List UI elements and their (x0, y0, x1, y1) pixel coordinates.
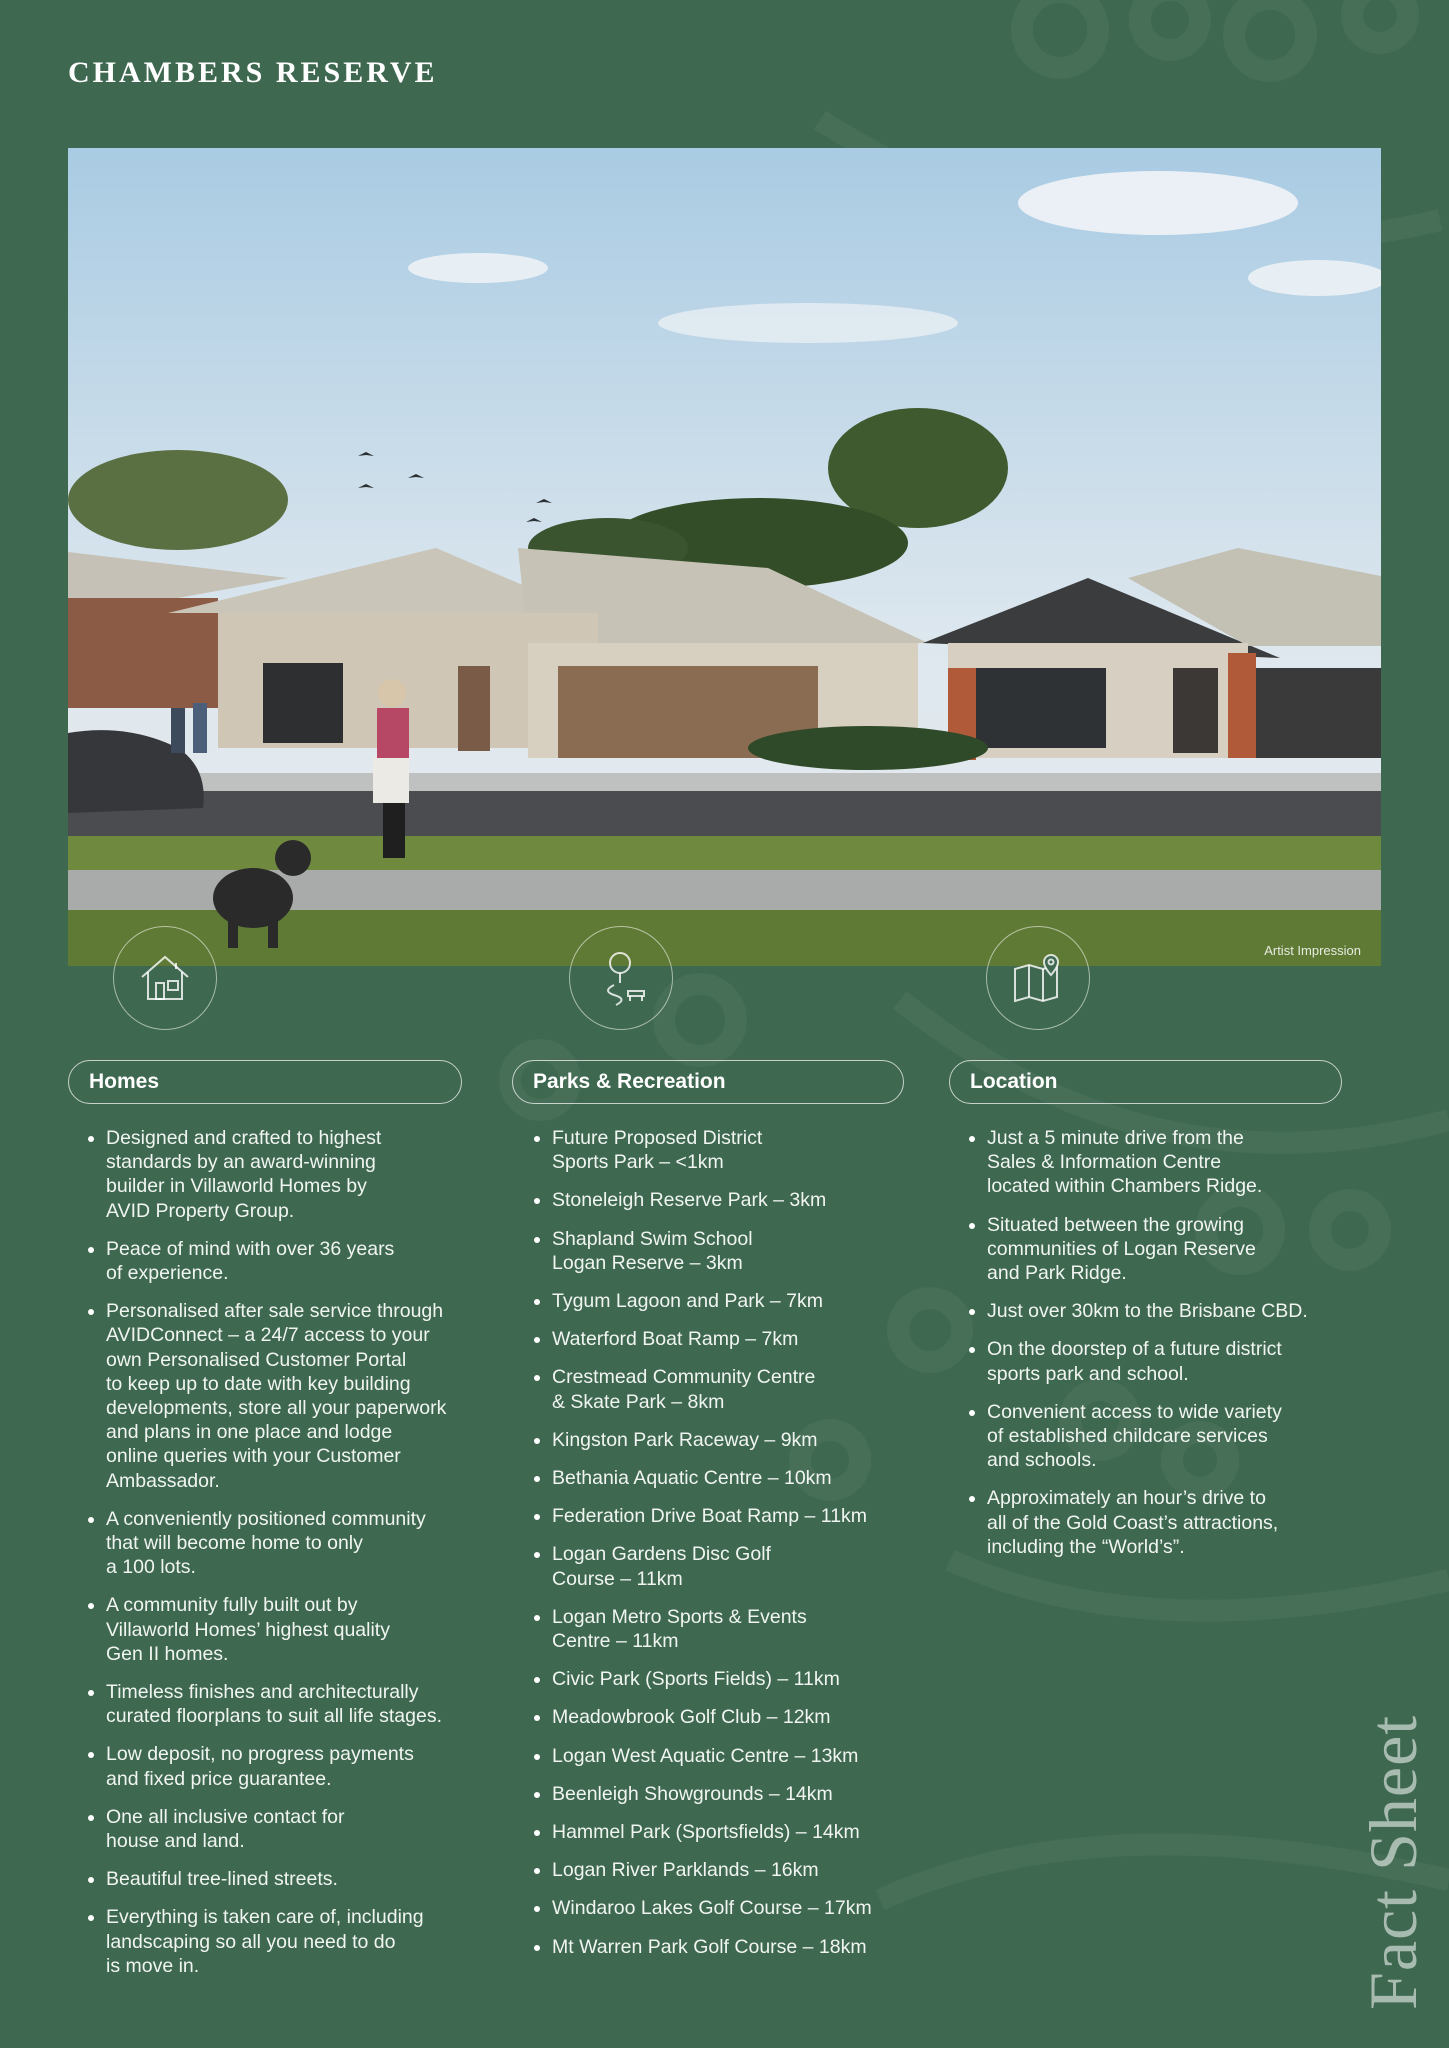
homes-list (68, 1126, 462, 1978)
location-list (949, 1126, 1342, 1559)
homes-heading: Homes (68, 1060, 462, 1104)
list-item: Logan Metro Sports & Events Centre – 11km (534, 1605, 904, 1653)
hero-illustration (68, 148, 1381, 966)
parks-heading: Parks & Recreation (512, 1060, 904, 1104)
parks-column (512, 1060, 904, 1973)
hero-caption: Artist Impression (1264, 943, 1361, 958)
list-item: Meadowbrook Golf Club – 12km (534, 1705, 904, 1729)
list-item: Kingston Park Raceway – 9km (534, 1428, 904, 1452)
parks-list (512, 1126, 904, 1959)
list-item: Convenient access to wide variety of established childcare services and schools. (969, 1400, 1342, 1473)
list-item: Crestmead Community Centre & Skate Park – 8km (534, 1365, 904, 1413)
list-item: Tygum Lagoon and Park – 7km (534, 1289, 904, 1313)
list-item: A community fully built out by Villaworld Homes’ highest quality Gen II homes. (88, 1593, 462, 1666)
tree-path-icon (569, 926, 673, 1030)
list-item: Federation Drive Boat Ramp – 11km (534, 1504, 904, 1528)
house-icon (113, 926, 217, 1030)
list-item: Everything is taken care of, including landscaping so all you need to do is move in. (88, 1905, 462, 1978)
list-item: Civic Park (Sports Fields) – 11km (534, 1667, 904, 1691)
list-item: Just a 5 minute drive from the Sales & Information Centre located within Chambers Ridge. (969, 1126, 1342, 1199)
homes-column (68, 1060, 462, 1992)
list-item: Designed and crafted to highest standards by an award-winning builder in Villaworld Homes by AVID Property Group. (88, 1126, 462, 1223)
list-item: Beenleigh Showgrounds – 14km (534, 1782, 904, 1806)
map-pin-icon (986, 926, 1090, 1030)
list-item: Logan River Parklands – 16km (534, 1858, 904, 1882)
list-item: Approximately an hour’s drive to all of the Gold Coast’s attractions, including the “World’s”. (969, 1486, 1342, 1559)
list-item: Just over 30km to the Brisbane CBD. (969, 1299, 1342, 1323)
list-item: A conveniently positioned community that will become home to only a 100 lots. (88, 1507, 462, 1580)
list-item: Situated between the growing communities of Logan Reserve and Park Ridge. (969, 1213, 1342, 1286)
list-item: Low deposit, no progress payments and fixed price guarantee. (88, 1742, 462, 1790)
list-item: Bethania Aquatic Centre – 10km (534, 1466, 904, 1490)
list-item: Future Proposed District Sports Park – <1km (534, 1126, 904, 1174)
list-item: Timeless finishes and architecturally curated floorplans to suit all life stages. (88, 1680, 462, 1728)
brand-title: CHAMBERS RESERVE (68, 56, 438, 89)
list-item: Windaroo Lakes Golf Course – 17km (534, 1896, 904, 1920)
list-item: Hammel Park (Sportsfields) – 14km (534, 1820, 904, 1844)
fact-sheet-title: Fact Sheet (1355, 1714, 1431, 2010)
list-item: One all inclusive contact for house and land. (88, 1805, 462, 1853)
hero-image (68, 148, 1381, 966)
list-item: On the doorstep of a future district sports park and school. (969, 1337, 1342, 1385)
list-item: Beautiful tree-lined streets. (88, 1867, 462, 1891)
list-item: Peace of mind with over 36 years of experience. (88, 1237, 462, 1285)
list-item: Logan West Aquatic Centre – 13km (534, 1744, 904, 1768)
list-item: Logan Gardens Disc Golf Course – 11km (534, 1542, 904, 1590)
list-item: Waterford Boat Ramp – 7km (534, 1327, 904, 1351)
location-column (949, 1060, 1342, 1573)
location-heading: Location (949, 1060, 1342, 1104)
list-item: Stoneleigh Reserve Park – 3km (534, 1188, 904, 1212)
list-item: Mt Warren Park Golf Course – 18km (534, 1935, 904, 1959)
list-item: Shapland Swim School Logan Reserve – 3km (534, 1227, 904, 1275)
list-item: Personalised after sale service through AVIDConnect – a 24/7 access to your own Personalised Customer Portal to keep up to date with key building developments, store all your paperwork and plans in one place and lodge online queries with your Customer Ambassador. (88, 1299, 462, 1493)
